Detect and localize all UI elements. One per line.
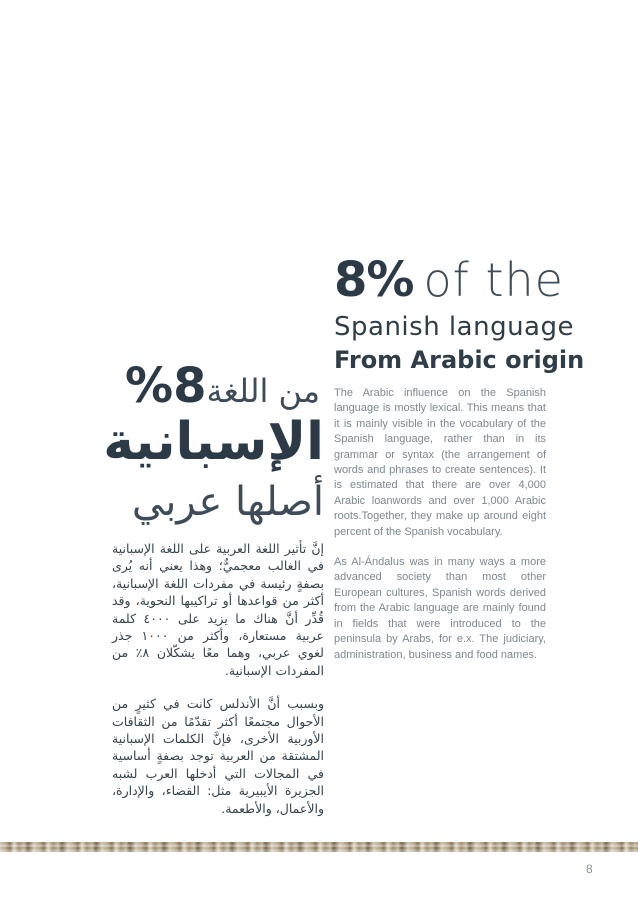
arabic-paragraph: وبسبب أنَّ الأندلس كانت في كثيرٍ من الأحوال مجتمعًا أكثر تقدّمًا من الثقافات الأوربية الأخرى، فإنَّ الكلمات الإسبانية المشتقة من العربية توجد بصفةٍ أساسية في المجالات التي أدخلها العرب لشبه الجزيرة الأيبيرية مثل: القضاء، والإدارة، والأعمال، والأطعمة. (112, 696, 324, 816)
arabic-heading-min-allugha: من اللغة (206, 372, 320, 410)
decorative-pattern-strip (0, 842, 638, 852)
arabic-body (112, 540, 324, 833)
arabic-heading-line1 (125, 358, 324, 414)
english-body (334, 386, 546, 678)
english-heading-percent: 8% (334, 252, 414, 308)
english-paragraph: The Arabic influence on the Spanish language is mostly lexical. This means that it is mainly visible in the vocabulary of the Spanish language, rather than in its grammar or syntax (the arrangement of words and phrases to create sentences). It is estimated that there are over 4,000 Arabic loanwords and over 1,000 Arabic roots.Together, they make up around eight percent of the Spanish vocabulary. (334, 387, 546, 538)
english-heading-line2: Spanish language (334, 312, 574, 342)
arabic-heading-line2: الإسبانية (103, 412, 324, 472)
arabic-heading-percent: 8% (125, 358, 207, 414)
english-paragraph: As Al-Ándalus was in many ways a more advanced society than most other European cultures, Spanish words derived from the Arabic language are mainly found in fields that were introduced to the peninsula by Arabs, for e.x. The judiciary, administration, business and food names. (334, 556, 546, 661)
english-heading-of-the: of the (423, 253, 564, 307)
english-heading-line1 (334, 252, 564, 308)
arabic-heading-line3: أصلها عربي (131, 479, 324, 525)
page-number: 8 (586, 862, 593, 876)
arabic-paragraph: إنَّ تأثير اللغة العربية على اللغة الإسبانية في الغالب معجميٌّ؛ وهذا يعني أنه يُرى بصفةٍ رئيسة في مفردات اللغة الإسبانية، أكثر من قواعدها أو تراكيبها النحوية، وقد قُدِّر أنَّ هناك ما يزيد على ٤٠٠٠ كلمة عربية مستعارة، وأكثر من ١٠٠٠ جذر لغوي عربي، وهما معًا يشكّلان ٨٪ من المفردات الإسبانية. (112, 541, 324, 678)
english-heading-line3: From Arabic origin (334, 346, 585, 374)
